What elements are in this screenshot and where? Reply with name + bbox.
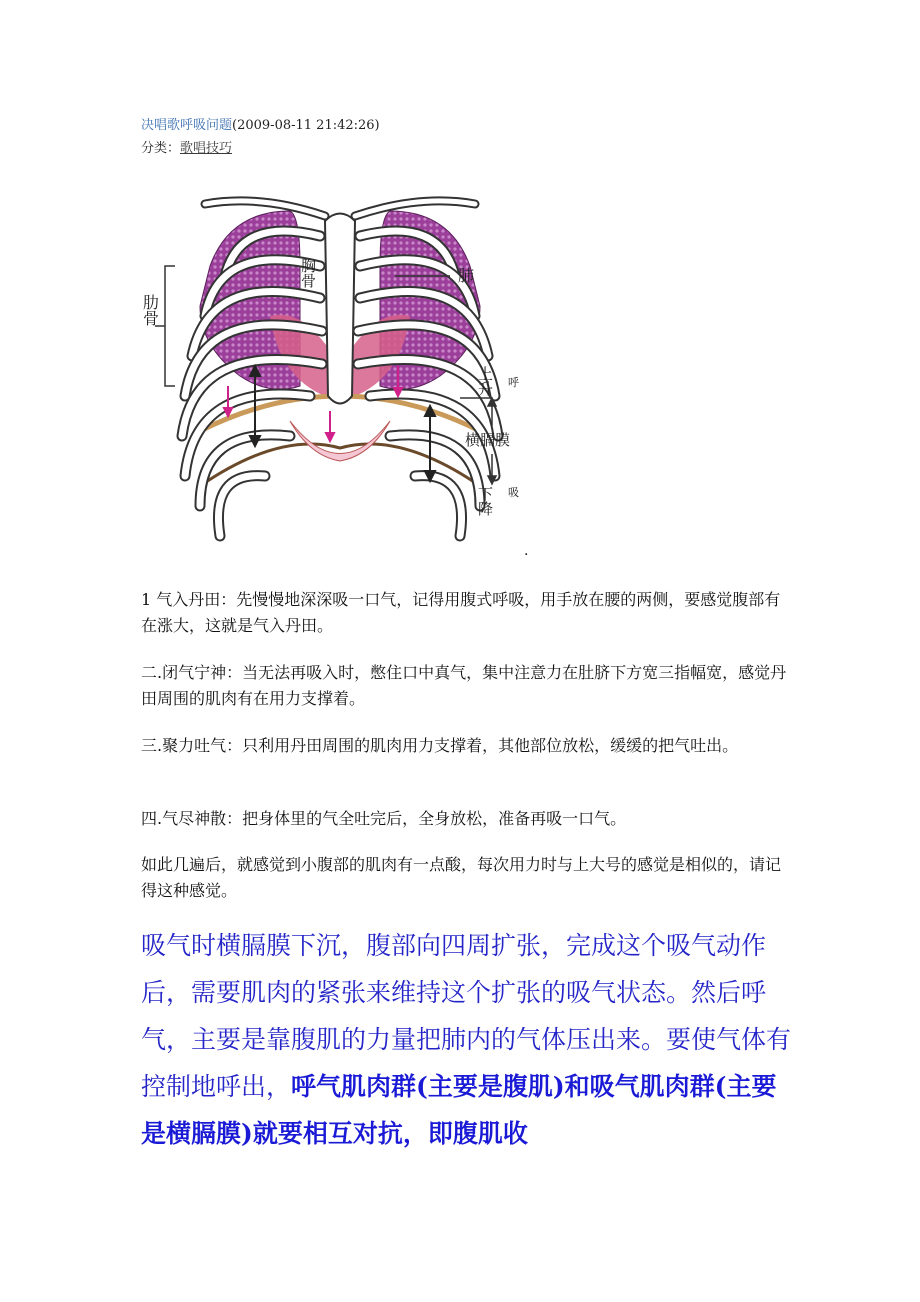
category-link[interactable]: 歌唱技巧 bbox=[180, 141, 233, 156]
label-inhale: 吸 bbox=[508, 486, 519, 499]
paragraph-2: 二.闭气宁神：当无法再吸入时，憋住口中真气，集中注意力在肚脐下方宽三指幅宽，感觉丹田周围的肌肉有在用力支撑着。 bbox=[141, 663, 787, 708]
label-lung: 肺 bbox=[458, 266, 475, 285]
label-diaphragm: 横膈膜 bbox=[465, 431, 511, 449]
paragraph-4: 四.气尽神散：把身体里的气全吐完后，全身放松，准备再吸一口气。 bbox=[141, 809, 627, 828]
diaphragm-bulge bbox=[290, 421, 390, 461]
emphasis-bold-text: 呼气肌肉群(主要是腹肌)和吸气肌肉群(主要是横膈膜)就要相互对抗，即腹肌收 bbox=[141, 1072, 777, 1148]
label-fall: 下降 bbox=[476, 486, 494, 516]
label-exhale: 呼 bbox=[508, 376, 519, 389]
post-date: (2009-08-11 21:42:26) bbox=[232, 118, 380, 133]
sternum-bone bbox=[325, 214, 355, 404]
category-line bbox=[141, 139, 232, 159]
post-header bbox=[141, 116, 380, 136]
paragraph-3: 三.聚力吐气：只利用丹田周围的肌肉用力支撑着，其他部位放松，缓缓的把气吐出。 bbox=[141, 736, 739, 755]
emphasis-normal-text: 吸气时横膈膜下沉，腹部向四周扩张，完成这个吸气动作后，需要肌肉的紧张来维持这个扩张的吸气状态。然后呼气，主要是靠腹肌的力量把肺内的气体压出来。要使气体有控制地呼出， bbox=[141, 931, 792, 1101]
post-title-link[interactable]: 决唱歌呼吸问题 bbox=[141, 118, 233, 133]
emphasis-paragraph bbox=[141, 922, 801, 1157]
ribs-bracket bbox=[155, 266, 175, 386]
caption-mark: . bbox=[524, 543, 529, 559]
label-sternum: 胸骨 bbox=[299, 258, 317, 288]
paragraph-1: 1 气入丹田：先慢慢地深深吸一口气，记得用腹式呼吸，用手放在腰的两侧，要感觉腹部有在涨大，这就是气入丹田。 bbox=[141, 590, 781, 635]
paragraph-5: 如此几遍后，就感觉到小腹部的肌肉有一点酸，每次用力时与上大号的感觉是相似的，请记得这种感觉。 bbox=[141, 855, 782, 900]
label-rise: 上升 bbox=[476, 366, 494, 396]
ribcage-diagram bbox=[140, 186, 540, 558]
category-label: 分类： bbox=[141, 141, 181, 156]
label-ribs: 肋骨 bbox=[140, 294, 160, 326]
